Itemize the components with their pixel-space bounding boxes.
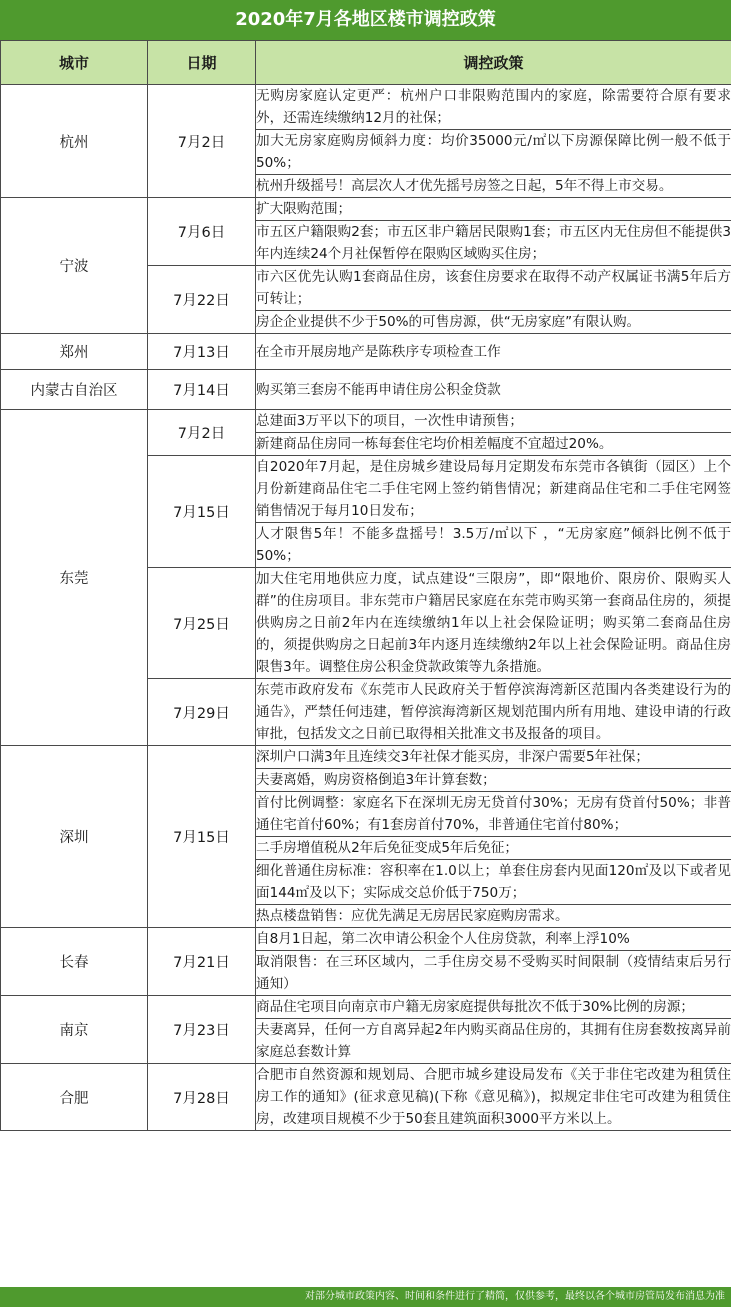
city-cell: 杭州 [1,85,148,198]
policy-cell: 无购房家庭认定更严：杭州户口非限购范围内的家庭，除需要符合原有要求外，还需连续缴纳12月的社保； [256,85,731,130]
date-cell: 7月28日 [148,1064,256,1131]
policy-cell: 热点楼盘销售：应优先满足无房居民家庭购房需求。 [256,905,731,928]
policy-cell: 杭州升级摇号！高层次人才优先摇号房签之日起，5年不得上市交易。 [256,175,731,198]
policy-cell: 市五区户籍限购2套；市五区非户籍居民限购1套；市五区内无住房但不能提供3年内连续24个月社保暂停在限购区域购买住房； [256,221,731,266]
city-cell: 南京 [1,996,148,1064]
city-cell: 东莞 [1,410,148,746]
policy-cell: 市六区优先认购1套商品住房，该套住房要求在取得不动产权属证书满5年后方可转让； [256,266,731,311]
policy-cell: 细化普通住房标准：容积率在1.0以上；单套住房套内见面120㎡及以下或者见面144㎡及以下；实际成交总价低于750万； [256,860,731,905]
policy-cell: 自8月1日起，第二次申请公积金个人住房贷款，利率上浮10% [256,928,731,951]
policy-cell: 房企企业提供不少于50%的可售房源，供“无房家庭”有限认购。 [256,311,731,334]
policy-cell: 购买第三套房不能再申请住房公积金贷款 [256,370,731,410]
policy-cell: 深圳户口满3年且连续交3年社保才能买房，非深户需要5年社保； [256,746,731,769]
policy-cell: 夫妻离婚，购房资格倒追3年计算套数； [256,769,731,792]
city-cell: 深圳 [1,746,148,928]
table-row [1,85,731,130]
page-title: 2020年7月各地区楼市调控政策 [0,0,731,40]
policy-cell: 取消限售：在三环区域内，二手住房交易不受购买时间限制（疫情结束后另行通知） [256,951,731,996]
policy-table [0,40,731,1131]
policy-cell: 东莞市政府发布《东莞市人民政府关于暂停滨海湾新区范围内各类建设行为的通告》，严禁任何违建，暂停滨海湾新区规划范围内所有用地、建设申请的行政审批，包括发文之日前已取得相关批准文书及报备的项目。 [256,679,731,746]
header-city: 城市 [1,41,148,85]
table-row [1,370,731,410]
footer-note: 对部分城市政策内容、时间和条件进行了精简，仅供参考，最终以各个城市房管局发布消息为准 [0,1287,731,1307]
table-row [1,928,731,951]
date-cell: 7月22日 [148,266,256,334]
policy-cell: 夫妻离异，任何一方自离异起2年内购买商品住房的，其拥有住房套数按离异前家庭总套数计算 [256,1019,731,1064]
date-cell: 7月2日 [148,85,256,198]
table-row [1,1064,731,1131]
date-cell: 7月14日 [148,370,256,410]
table-row [1,334,731,370]
table-header-row [1,41,731,85]
table-row [1,410,731,433]
date-cell: 7月2日 [148,410,256,456]
table-row [1,198,731,221]
date-cell: 7月6日 [148,198,256,266]
policy-cell: 新建商品住房同一栋每套住宅均价相差幅度不宜超过20%。 [256,433,731,456]
policy-cell: 总建面3万平以下的项目，一次性申请预售； [256,410,731,433]
table-row [1,996,731,1019]
policy-cell: 商品住宅项目向南京市户籍无房家庭提供每批次不低于30%比例的房源； [256,996,731,1019]
policy-cell: 扩大限购范围； [256,198,731,221]
policy-cell: 二手房增值税从2年后免征变成5年后免征； [256,837,731,860]
policy-cell: 在全市开展房地产是陈秩序专项检查工作 [256,334,731,370]
city-cell: 郑州 [1,334,148,370]
date-cell: 7月29日 [148,679,256,746]
policy-cell: 合肥市自然资源和规划局、合肥市城乡建设局发布《关于非住宅改建为租赁住房工作的通知》(征求意见稿)(下称《意见稿》)，拟规定非住宅可改建为租赁住房，改建项目规模不少于50套且建筑面积3000平方米以上。 [256,1064,731,1131]
date-cell: 7月23日 [148,996,256,1064]
policy-cell: 自2020年7月起，是住房城乡建设局每月定期发布东莞市各镇街（园区）上个月份新建商品住宅二手住宅网上签约销售情况；新建商品住宅和二手住宅网签销售情况于每月10日发布； [256,456,731,523]
date-cell: 7月13日 [148,334,256,370]
table-row [1,746,731,769]
date-cell: 7月21日 [148,928,256,996]
city-cell: 合肥 [1,1064,148,1131]
header-date: 日期 [148,41,256,85]
header-policy: 调控政策 [256,41,731,85]
date-cell: 7月15日 [148,746,256,928]
city-cell: 长春 [1,928,148,996]
date-cell: 7月25日 [148,568,256,679]
policy-cell: 加大无房家庭购房倾斜力度：均价35000元/㎡以下房源保障比例一般不低于50%； [256,130,731,175]
city-cell: 内蒙古自治区 [1,370,148,410]
date-cell: 7月15日 [148,456,256,568]
policy-cell: 人才限售5年！不能多盘摇号！3.5万/㎡以下 ，“无房家庭”倾斜比例不低于50%； [256,523,731,568]
policy-cell: 首付比例调整：家庭名下在深圳无房无贷首付30%；无房有贷首付50%；非普通住宅首付60%；有1套房首付70%，非普通住宅首付80%； [256,792,731,837]
city-cell: 宁波 [1,198,148,334]
policy-cell: 加大住宅用地供应力度，试点建设“三限房”，即“限地价、限房价、限购买人群”的住房项目。非东莞市户籍居民家庭在东莞市购买第一套商品住房的，须提供购房之日前2年内在连续缴纳1年以上社会保险证明；购买第二套商品住房的，须提供购房之日起前3年内逐月连续缴纳2年以上社会保险证明。商品住房限售3年。调整住房公积金贷款政策等九条措施。 [256,568,731,679]
